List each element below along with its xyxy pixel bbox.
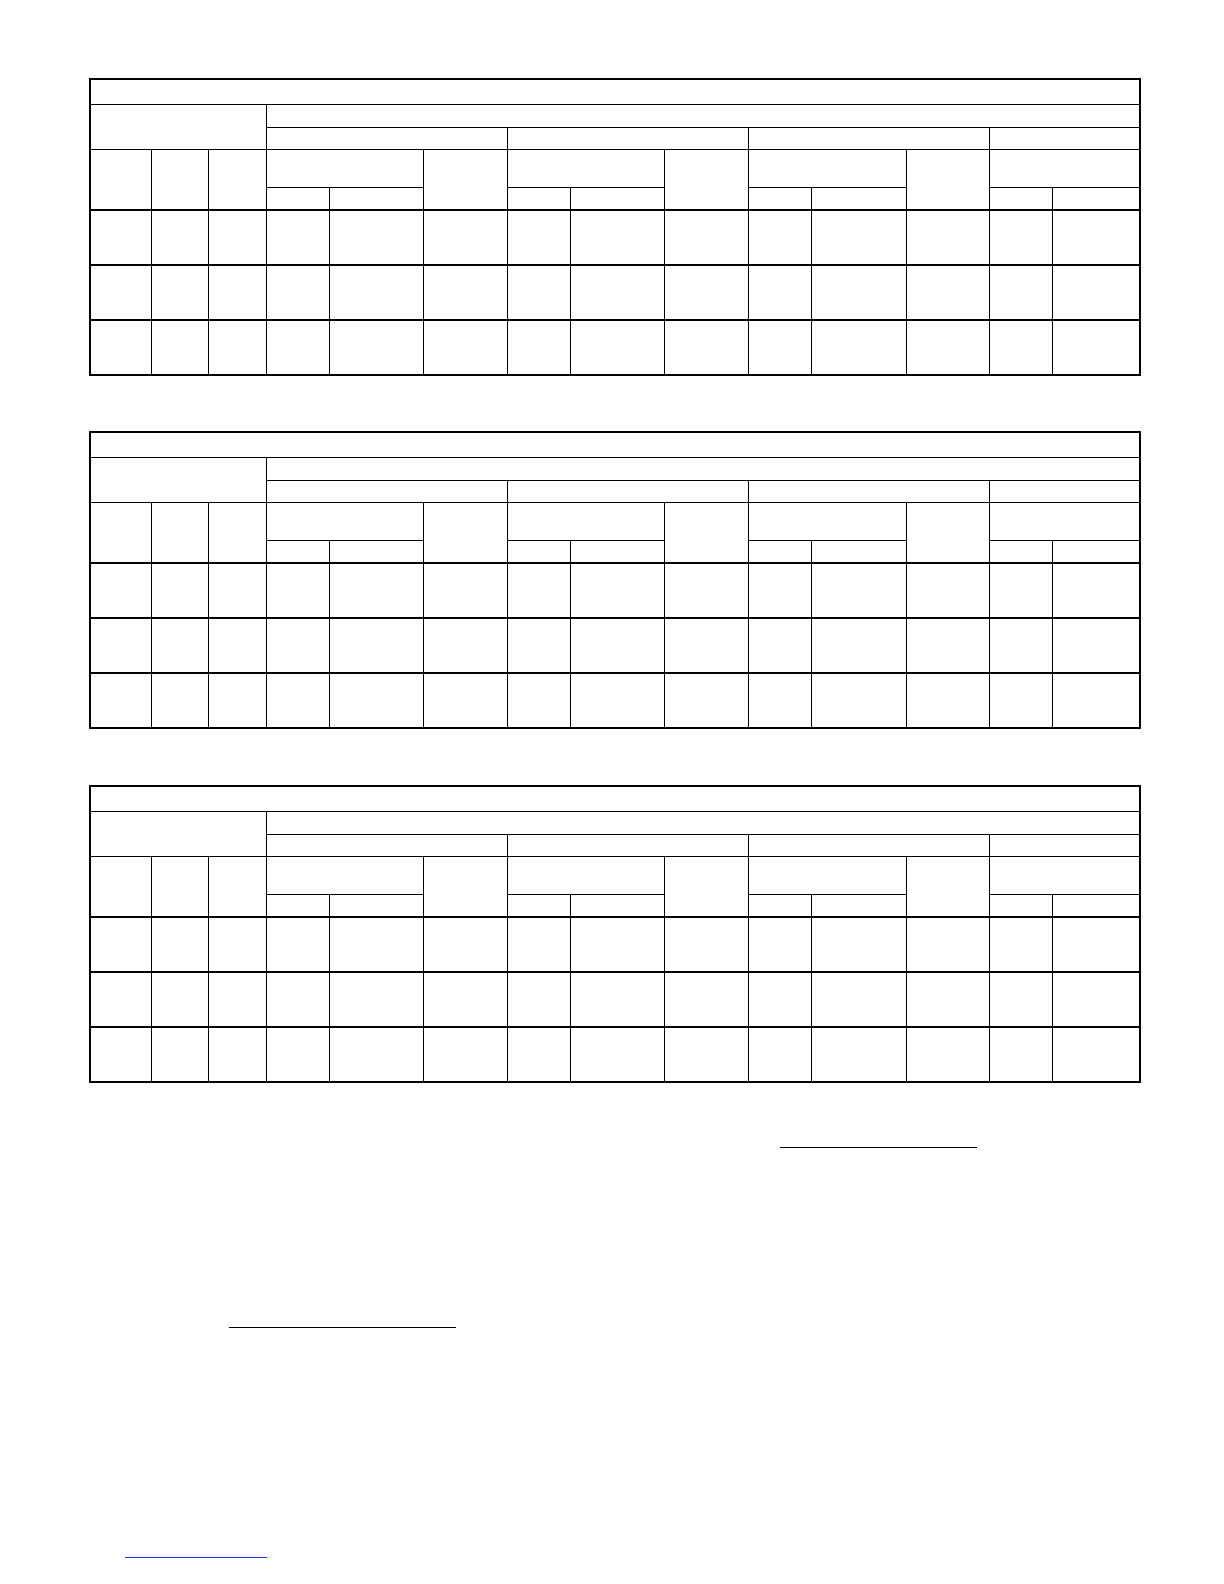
column-header [152, 150, 209, 211]
data-cell[interactable] [424, 917, 508, 972]
footer-link-underline[interactable] [125, 1557, 267, 1558]
group-header [507, 835, 748, 857]
data-cell[interactable] [749, 1027, 812, 1082]
data-cell[interactable] [424, 618, 508, 673]
data-cell[interactable] [665, 618, 749, 673]
data-cell[interactable] [990, 972, 1053, 1027]
data-cell[interactable] [1053, 563, 1140, 618]
data-cell[interactable] [507, 972, 570, 1027]
data-cell[interactable] [990, 673, 1053, 728]
data-cell[interactable] [665, 265, 749, 320]
data-cell[interactable] [507, 1027, 570, 1082]
data-cell[interactable] [906, 972, 990, 1027]
data-cell[interactable] [749, 618, 812, 673]
data-cell[interactable] [90, 320, 152, 375]
data-cell[interactable] [266, 673, 329, 728]
column-header [208, 503, 266, 564]
data-cell[interactable] [266, 265, 329, 320]
column-header [507, 895, 570, 918]
column-header [266, 541, 329, 564]
subgroup-header [990, 503, 1140, 541]
data-cell[interactable] [570, 618, 665, 673]
data-cell[interactable] [665, 917, 749, 972]
data-cell[interactable] [812, 972, 907, 1027]
column-header [90, 503, 152, 564]
data-cell[interactable] [1053, 210, 1140, 265]
data-cell[interactable] [906, 265, 990, 320]
group-header [990, 128, 1140, 150]
data-cell[interactable] [812, 265, 907, 320]
table-title [90, 432, 1140, 458]
data-cell[interactable] [208, 972, 266, 1027]
column-header [749, 541, 812, 564]
group-header [266, 835, 507, 857]
data-cell[interactable] [329, 972, 424, 1027]
data-cell[interactable] [990, 618, 1053, 673]
subgroup-header [507, 150, 665, 188]
data-cell[interactable] [812, 917, 907, 972]
subgroup-header [266, 150, 424, 188]
column-header [424, 150, 508, 211]
data-cell[interactable] [152, 210, 209, 265]
group-header [990, 481, 1140, 503]
data-cell[interactable] [208, 210, 266, 265]
table-row [90, 210, 1140, 265]
subgroup-header [507, 503, 665, 541]
data-cell[interactable] [749, 265, 812, 320]
data-cell[interactable] [906, 563, 990, 618]
data-cell[interactable] [665, 1027, 749, 1082]
subgroup-header [749, 503, 907, 541]
data-cell[interactable] [208, 563, 266, 618]
data-cell[interactable] [329, 917, 424, 972]
data-cell[interactable] [266, 1027, 329, 1082]
group-header [507, 481, 748, 503]
column-header [570, 541, 665, 564]
signature-line-right[interactable] [780, 1147, 977, 1148]
subgroup-header [990, 857, 1140, 895]
data-cell[interactable] [749, 320, 812, 375]
data-cell[interactable] [152, 917, 209, 972]
data-cell[interactable] [749, 917, 812, 972]
data-cell[interactable] [812, 618, 907, 673]
data-cell[interactable] [90, 563, 152, 618]
data-cell[interactable] [665, 210, 749, 265]
data-cell[interactable] [570, 1027, 665, 1082]
data-cell[interactable] [424, 210, 508, 265]
data-cell[interactable] [1053, 320, 1140, 375]
column-header [424, 857, 508, 918]
data-cell[interactable] [152, 1027, 209, 1082]
data-cell[interactable] [208, 265, 266, 320]
data-cell[interactable] [152, 320, 209, 375]
data-cell[interactable] [90, 618, 152, 673]
data-cell[interactable] [90, 917, 152, 972]
column-header [990, 188, 1053, 211]
data-cell[interactable] [208, 320, 266, 375]
column-header [1053, 895, 1140, 918]
table-row [90, 917, 1140, 972]
data-cell[interactable] [990, 210, 1053, 265]
data-cell[interactable] [570, 917, 665, 972]
data-cell[interactable] [570, 673, 665, 728]
data-cell[interactable] [208, 917, 266, 972]
column-header [266, 188, 329, 211]
subgroup-header [266, 503, 424, 541]
data-cell[interactable] [208, 1027, 266, 1082]
group-header [507, 128, 748, 150]
data-cell[interactable] [90, 265, 152, 320]
data-cell[interactable] [665, 673, 749, 728]
column-header [266, 895, 329, 918]
data-cell[interactable] [570, 563, 665, 618]
data-cell[interactable] [266, 917, 329, 972]
column-header [1053, 541, 1140, 564]
data-cell[interactable] [329, 320, 424, 375]
data-cell[interactable] [906, 320, 990, 375]
data-cell[interactable] [906, 210, 990, 265]
data-cell[interactable] [990, 265, 1053, 320]
subgroup-header [749, 857, 907, 895]
table-title [90, 79, 1140, 105]
column-header [990, 541, 1053, 564]
column-header [208, 857, 266, 918]
table-title [90, 786, 1140, 812]
header-cell [266, 812, 1140, 835]
header-cell [266, 458, 1140, 481]
column-header [507, 188, 570, 211]
form-table-2 [89, 431, 1141, 729]
data-cell[interactable] [152, 972, 209, 1027]
data-cell[interactable] [424, 972, 508, 1027]
data-cell[interactable] [152, 673, 209, 728]
form-table-3 [89, 785, 1141, 1083]
data-cell[interactable] [90, 210, 152, 265]
column-header [90, 150, 152, 211]
data-cell[interactable] [570, 210, 665, 265]
table-row [90, 972, 1140, 1027]
column-header [570, 895, 665, 918]
table-row [90, 563, 1140, 618]
signature-line-left[interactable] [229, 1327, 456, 1328]
header-cell [90, 458, 266, 503]
data-cell[interactable] [906, 1027, 990, 1082]
table-row [90, 265, 1140, 320]
data-cell[interactable] [1053, 673, 1140, 728]
data-cell[interactable] [812, 673, 907, 728]
data-cell[interactable] [906, 618, 990, 673]
column-header [152, 857, 209, 918]
data-cell[interactable] [507, 673, 570, 728]
data-cell[interactable] [570, 320, 665, 375]
data-cell[interactable] [507, 563, 570, 618]
column-header [329, 541, 424, 564]
column-header [665, 150, 749, 211]
data-cell[interactable] [329, 563, 424, 618]
data-cell[interactable] [507, 618, 570, 673]
data-cell[interactable] [90, 673, 152, 728]
data-cell[interactable] [665, 563, 749, 618]
column-header [329, 188, 424, 211]
group-header [266, 481, 507, 503]
header-cell [266, 105, 1140, 128]
data-cell[interactable] [990, 563, 1053, 618]
column-header [424, 503, 508, 564]
table-row [90, 618, 1140, 673]
data-cell[interactable] [990, 1027, 1053, 1082]
column-header [208, 150, 266, 211]
group-header [266, 128, 507, 150]
group-header [749, 835, 990, 857]
data-cell[interactable] [152, 618, 209, 673]
data-cell[interactable] [812, 210, 907, 265]
data-cell[interactable] [812, 1027, 907, 1082]
data-cell[interactable] [1053, 972, 1140, 1027]
column-header [812, 188, 907, 211]
group-header [749, 481, 990, 503]
form-table-1 [89, 78, 1141, 376]
data-cell[interactable] [749, 210, 812, 265]
data-cell[interactable] [329, 265, 424, 320]
header-cell [90, 812, 266, 857]
data-cell[interactable] [812, 563, 907, 618]
column-header [665, 503, 749, 564]
data-cell[interactable] [424, 265, 508, 320]
column-header [749, 188, 812, 211]
data-cell[interactable] [266, 563, 329, 618]
data-cell[interactable] [749, 563, 812, 618]
column-header [1053, 188, 1140, 211]
data-cell[interactable] [266, 972, 329, 1027]
data-cell[interactable] [990, 917, 1053, 972]
data-cell[interactable] [424, 1027, 508, 1082]
data-cell[interactable] [749, 972, 812, 1027]
data-cell[interactable] [424, 673, 508, 728]
data-cell[interactable] [1053, 618, 1140, 673]
data-cell[interactable] [507, 210, 570, 265]
data-cell[interactable] [90, 1027, 152, 1082]
data-cell[interactable] [749, 673, 812, 728]
data-cell[interactable] [1053, 917, 1140, 972]
group-header [990, 835, 1140, 857]
data-cell[interactable] [507, 320, 570, 375]
data-cell[interactable] [906, 673, 990, 728]
data-cell[interactable] [665, 320, 749, 375]
data-cell[interactable] [1053, 1027, 1140, 1082]
table-row [90, 320, 1140, 375]
data-cell[interactable] [266, 210, 329, 265]
subgroup-header [749, 150, 907, 188]
column-header [90, 857, 152, 918]
column-header [507, 541, 570, 564]
data-cell[interactable] [424, 320, 508, 375]
data-cell[interactable] [906, 917, 990, 972]
subgroup-header [266, 857, 424, 895]
column-header [906, 857, 990, 918]
table-row [90, 673, 1140, 728]
header-cell [90, 105, 266, 150]
subgroup-header [990, 150, 1140, 188]
data-cell[interactable] [329, 210, 424, 265]
data-cell[interactable] [90, 972, 152, 1027]
data-cell[interactable] [266, 320, 329, 375]
data-cell[interactable] [266, 618, 329, 673]
data-cell[interactable] [570, 972, 665, 1027]
column-header [665, 857, 749, 918]
data-cell[interactable] [507, 917, 570, 972]
column-header [812, 541, 907, 564]
data-cell[interactable] [1053, 265, 1140, 320]
subgroup-header [507, 857, 665, 895]
data-cell[interactable] [570, 265, 665, 320]
column-header [906, 150, 990, 211]
data-cell[interactable] [990, 320, 1053, 375]
data-cell[interactable] [152, 265, 209, 320]
column-header [749, 895, 812, 918]
data-cell[interactable] [208, 618, 266, 673]
data-cell[interactable] [329, 618, 424, 673]
table-row [90, 1027, 1140, 1082]
data-cell[interactable] [665, 972, 749, 1027]
data-cell[interactable] [329, 1027, 424, 1082]
data-cell[interactable] [812, 320, 907, 375]
data-cell[interactable] [507, 265, 570, 320]
data-cell[interactable] [208, 673, 266, 728]
group-header [749, 128, 990, 150]
data-cell[interactable] [424, 563, 508, 618]
data-cell[interactable] [329, 673, 424, 728]
column-header [990, 895, 1053, 918]
column-header [812, 895, 907, 918]
column-header [906, 503, 990, 564]
column-header [570, 188, 665, 211]
column-header [152, 503, 209, 564]
data-cell[interactable] [152, 563, 209, 618]
column-header [329, 895, 424, 918]
